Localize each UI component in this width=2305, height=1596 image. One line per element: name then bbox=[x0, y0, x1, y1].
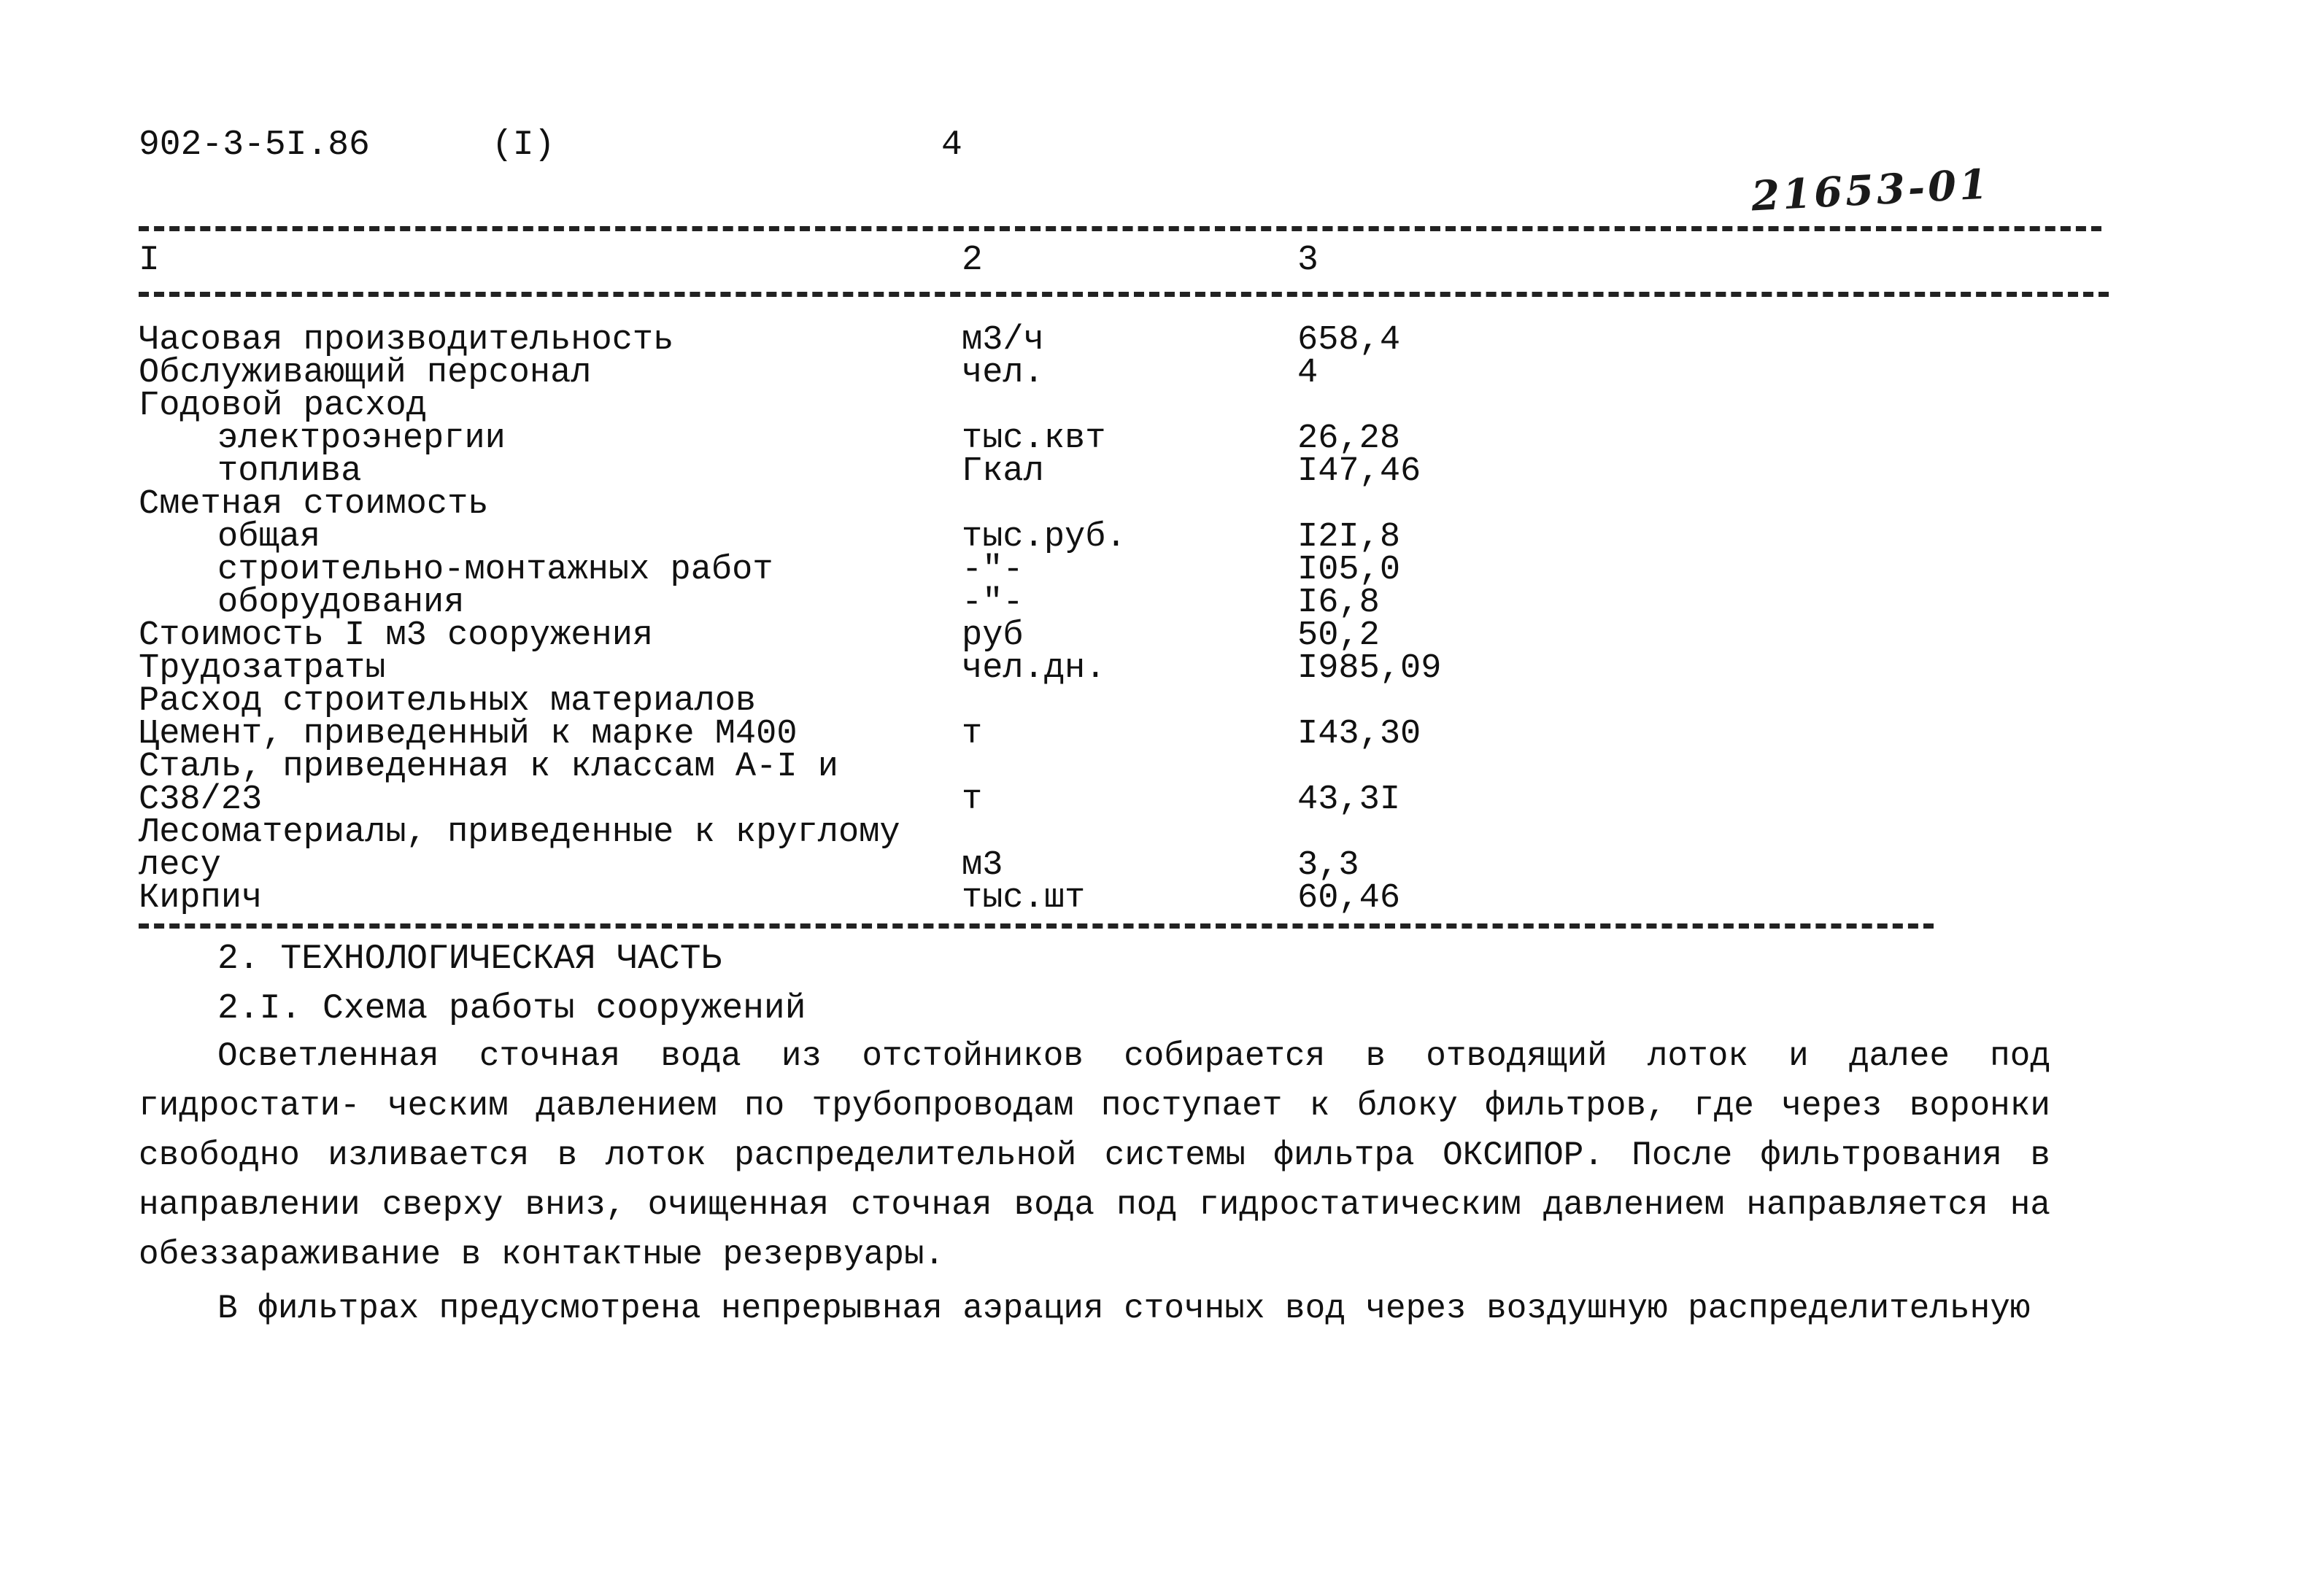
row-unit: тыс.квт bbox=[962, 419, 1106, 458]
table-row bbox=[139, 452, 2109, 491]
row-name: топлива bbox=[217, 452, 362, 491]
row-name: Годовой расход bbox=[139, 387, 427, 425]
table-row bbox=[139, 616, 2109, 655]
section-title: 2. ТЕХНОЛОГИЧЕСКАЯ ЧАСТЬ bbox=[217, 940, 722, 979]
row-name: Стоимость I м3 сооружения bbox=[139, 616, 654, 655]
row-unit: чел.дн. bbox=[962, 649, 1106, 688]
row-value: 50,2 bbox=[1297, 616, 1380, 655]
row-name: Кирпич bbox=[139, 879, 263, 918]
part-number: (I) bbox=[492, 125, 555, 165]
row-name: Часовая производительность bbox=[139, 321, 674, 360]
column-heading-2: 2 bbox=[962, 241, 983, 280]
row-name: оборудования bbox=[217, 584, 465, 622]
row-name: Сталь, приведенная к классам А-I и bbox=[139, 748, 838, 786]
table-row bbox=[139, 715, 2109, 754]
row-value: 26,28 bbox=[1297, 419, 1401, 458]
row-name: лесу bbox=[139, 846, 221, 885]
row-unit: Гкал bbox=[962, 452, 1044, 491]
row-unit: м3 bbox=[962, 846, 1003, 885]
table-row bbox=[139, 780, 2109, 819]
row-name: С38/23 bbox=[139, 780, 263, 819]
table-row bbox=[139, 387, 2109, 425]
table-row bbox=[139, 354, 2109, 392]
table-row bbox=[139, 748, 2109, 786]
row-value: I6,8 bbox=[1297, 584, 1380, 622]
row-unit: руб bbox=[962, 616, 1024, 655]
subsection-title: 2.I. Схема работы сооружений bbox=[217, 989, 806, 1029]
column-heading-1: I bbox=[139, 241, 160, 280]
table-row bbox=[139, 682, 2109, 721]
body-paragraph-2: В фильтрах предусмотрена непрерывная аэрация сточных вод через воздушную распределительную bbox=[217, 1290, 2031, 1328]
row-name: Сметная стоимость bbox=[139, 485, 489, 524]
table-row bbox=[139, 321, 2109, 360]
column-heading-3: 3 bbox=[1297, 241, 1318, 280]
paragraph-text: Осветленная сточная вода из отстойников собирается в отводящий лоток и далее под гидростати- ческим давлением по трубопроводам поступает к блоку фильтров, где через воронки свободно изливается в лоток распределительной системы фильтра ОКСИПОР. После фильтрования в направлении сверху вниз, очищенная сточная вода под гидростатическим давлением направляется на обеззараживание в контактные резервуары. bbox=[139, 1037, 2050, 1274]
row-name: Расход строительных материалов bbox=[139, 682, 757, 721]
row-value: 3,3 bbox=[1297, 846, 1359, 885]
table-row bbox=[139, 584, 2109, 622]
handwritten-stamp-number: 21653-01 bbox=[1750, 160, 1992, 221]
row-name: Цемент, приведенный к марке М400 bbox=[139, 715, 798, 754]
row-value: 60,46 bbox=[1297, 879, 1401, 918]
page-number: 4 bbox=[941, 125, 962, 165]
row-value: 43,3I bbox=[1297, 780, 1401, 819]
row-name: электроэнергии bbox=[217, 419, 506, 458]
table-row bbox=[139, 649, 2109, 688]
row-value: I05,0 bbox=[1297, 551, 1401, 589]
table-row bbox=[139, 879, 2109, 918]
row-unit: -"- bbox=[962, 584, 1024, 622]
table-top-rule bbox=[139, 226, 2101, 231]
row-unit: тыс.руб. bbox=[962, 518, 1127, 557]
document-code: 902-3-5I.86 bbox=[139, 125, 370, 165]
table-row bbox=[139, 419, 2109, 458]
row-unit: тыс.шт bbox=[962, 879, 1086, 918]
table-row bbox=[139, 551, 2109, 589]
row-value: I47,46 bbox=[1297, 452, 1421, 491]
table-row bbox=[139, 813, 2109, 852]
row-unit: -"- bbox=[962, 551, 1024, 589]
row-name: общая bbox=[217, 518, 321, 557]
body-paragraph-1 bbox=[139, 1031, 2050, 1279]
row-value: 658,4 bbox=[1297, 321, 1401, 360]
row-value: I2I,8 bbox=[1297, 518, 1401, 557]
row-name: строительно-монтажных работ bbox=[217, 551, 773, 589]
row-unit: чел. bbox=[962, 354, 1044, 392]
parameters-table bbox=[139, 321, 2109, 918]
table-row bbox=[139, 846, 2109, 885]
row-unit: м3/ч bbox=[962, 321, 1044, 360]
table-header-rule bbox=[139, 292, 2109, 297]
row-value: I985,09 bbox=[1297, 649, 1442, 688]
row-name: Обслуживающий персонал bbox=[139, 354, 592, 392]
table-bottom-rule bbox=[139, 923, 1934, 929]
row-name: Лесоматериалы, приведенные к круглому bbox=[139, 813, 900, 852]
row-unit: т bbox=[962, 780, 983, 819]
row-unit: т bbox=[962, 715, 983, 754]
row-name: Трудозатраты bbox=[139, 649, 386, 688]
row-value: I43,30 bbox=[1297, 715, 1421, 754]
table-row bbox=[139, 518, 2109, 557]
row-value: 4 bbox=[1297, 354, 1318, 392]
table-row bbox=[139, 485, 2109, 524]
